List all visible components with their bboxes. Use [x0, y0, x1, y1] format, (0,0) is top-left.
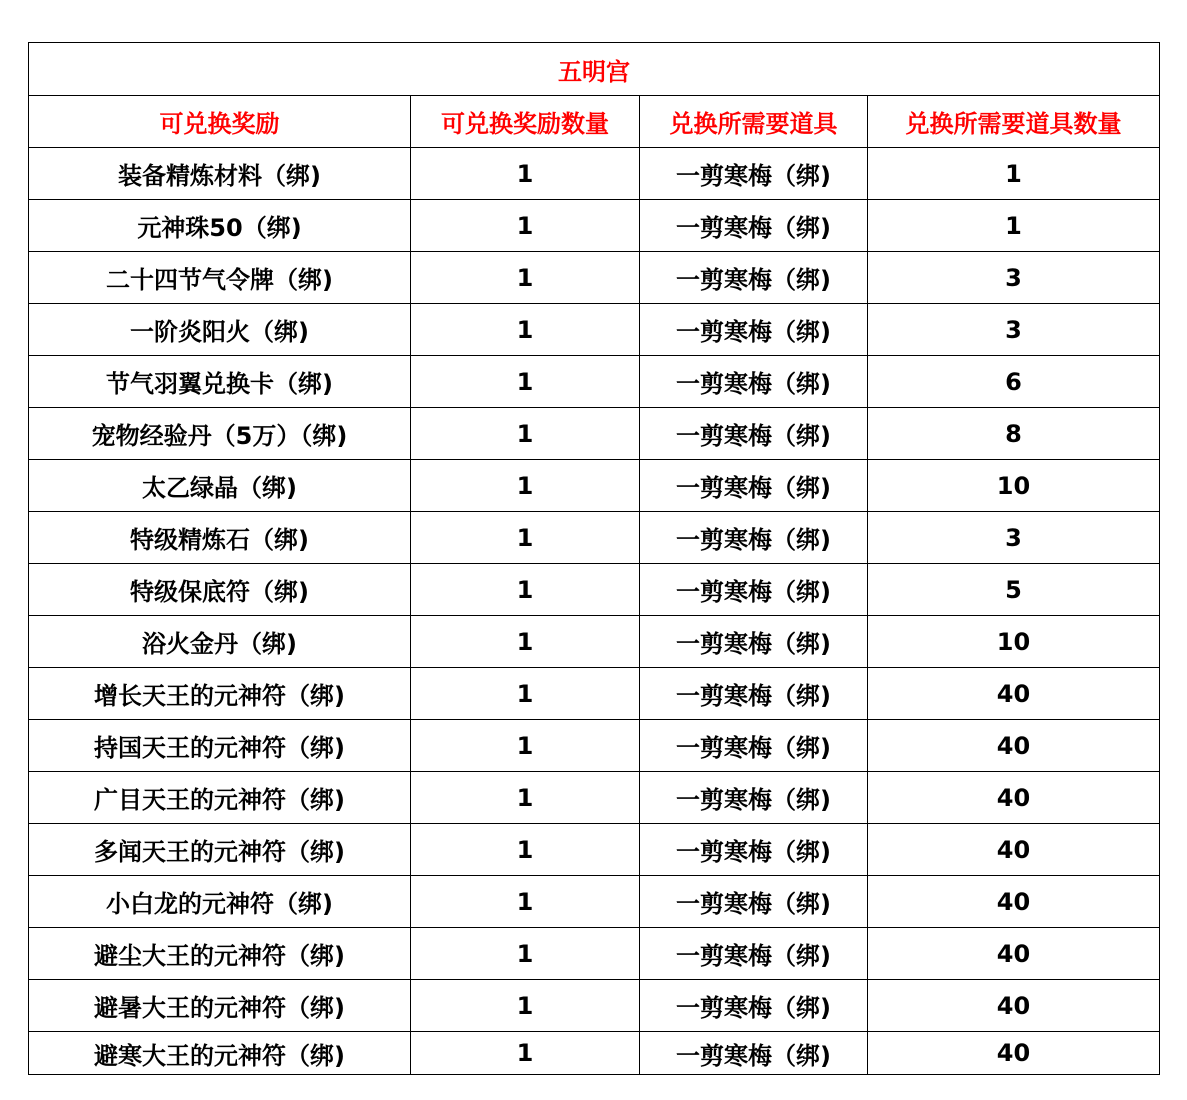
cell-reward-qty: 1: [411, 876, 640, 928]
cell-required-qty: 3: [868, 252, 1160, 304]
cell-reward-qty: 1: [411, 824, 640, 876]
table-title: 五明宫: [29, 43, 1160, 96]
cell-required-qty: 5: [868, 564, 1160, 616]
cell-required-item: 一剪寒梅（绑): [640, 252, 868, 304]
cell-required-qty: 3: [868, 512, 1160, 564]
table-row: [29, 148, 1160, 200]
cell-required-qty: 8: [868, 408, 1160, 460]
cell-reward: 持国天王的元神符（绑): [29, 720, 411, 772]
cell-reward: 装备精炼材料（绑): [29, 148, 411, 200]
table-row: [29, 1032, 1160, 1075]
cell-reward: 特级保底符（绑): [29, 564, 411, 616]
cell-required-item: 一剪寒梅（绑): [640, 304, 868, 356]
cell-required-qty: 10: [868, 460, 1160, 512]
cell-required-item: 一剪寒梅（绑): [640, 356, 868, 408]
cell-required-item: 一剪寒梅（绑): [640, 564, 868, 616]
cell-reward-qty: 1: [411, 460, 640, 512]
table-header-row: [29, 96, 1160, 148]
cell-reward: 避暑大王的元神符（绑): [29, 980, 411, 1032]
cell-reward: 元神珠50（绑): [29, 200, 411, 252]
cell-required-item: 一剪寒梅（绑): [640, 200, 868, 252]
table-row: [29, 980, 1160, 1032]
table-row: [29, 720, 1160, 772]
cell-required-item: 一剪寒梅（绑): [640, 980, 868, 1032]
cell-required-item: 一剪寒梅（绑): [640, 824, 868, 876]
cell-required-qty: 40: [868, 980, 1160, 1032]
cell-reward-qty: 1: [411, 928, 640, 980]
cell-reward: 避寒大王的元神符（绑): [29, 1032, 411, 1075]
table-title-row: [29, 43, 1160, 96]
cell-reward-qty: 1: [411, 512, 640, 564]
cell-reward-qty: 1: [411, 148, 640, 200]
cell-required-item: 一剪寒梅（绑): [640, 772, 868, 824]
table-row: [29, 824, 1160, 876]
table-row: [29, 928, 1160, 980]
cell-required-item: 一剪寒梅（绑): [640, 876, 868, 928]
cell-reward-qty: 1: [411, 1032, 640, 1075]
table-row: [29, 252, 1160, 304]
table-row: [29, 772, 1160, 824]
cell-required-qty: 40: [868, 1032, 1160, 1075]
cell-reward: 太乙绿晶（绑): [29, 460, 411, 512]
cell-required-qty: 1: [868, 148, 1160, 200]
cell-reward: 广目天王的元神符（绑): [29, 772, 411, 824]
cell-reward-qty: 1: [411, 252, 640, 304]
table-row: [29, 668, 1160, 720]
cell-required-qty: 40: [868, 720, 1160, 772]
cell-reward: 一阶炎阳火（绑): [29, 304, 411, 356]
table-row: [29, 304, 1160, 356]
column-header-reward: 可兑换奖励: [29, 96, 411, 148]
cell-required-item: 一剪寒梅（绑): [640, 408, 868, 460]
cell-required-item: 一剪寒梅（绑): [640, 512, 868, 564]
cell-required-qty: 40: [868, 928, 1160, 980]
cell-required-item: 一剪寒梅（绑): [640, 460, 868, 512]
cell-required-qty: 40: [868, 824, 1160, 876]
table-body: [29, 148, 1160, 1075]
table-row: [29, 200, 1160, 252]
cell-reward-qty: 1: [411, 980, 640, 1032]
cell-required-qty: 6: [868, 356, 1160, 408]
cell-required-qty: 40: [868, 668, 1160, 720]
cell-reward-qty: 1: [411, 564, 640, 616]
column-header-required-item: 兑换所需要道具: [640, 96, 868, 148]
cell-reward: 特级精炼石（绑): [29, 512, 411, 564]
table-row: [29, 408, 1160, 460]
cell-reward: 宠物经验丹（5万）（绑): [29, 408, 411, 460]
cell-required-qty: 40: [868, 772, 1160, 824]
cell-required-item: 一剪寒梅（绑): [640, 616, 868, 668]
cell-reward: 增长天王的元神符（绑): [29, 668, 411, 720]
table-row: [29, 460, 1160, 512]
cell-reward: 小白龙的元神符（绑): [29, 876, 411, 928]
cell-required-item: 一剪寒梅（绑): [640, 720, 868, 772]
cell-reward: 浴火金丹（绑): [29, 616, 411, 668]
table-row: [29, 616, 1160, 668]
table-row: [29, 356, 1160, 408]
cell-reward-qty: 1: [411, 408, 640, 460]
cell-reward: 避尘大王的元神符（绑): [29, 928, 411, 980]
column-header-required-qty: 兑换所需要道具数量: [868, 96, 1160, 148]
cell-reward: 节气羽翼兑换卡（绑): [29, 356, 411, 408]
cell-reward: 多闻天王的元神符（绑): [29, 824, 411, 876]
table-row: [29, 512, 1160, 564]
cell-reward-qty: 1: [411, 772, 640, 824]
cell-required-qty: 3: [868, 304, 1160, 356]
cell-required-item: 一剪寒梅（绑): [640, 928, 868, 980]
cell-reward-qty: 1: [411, 616, 640, 668]
cell-required-item: 一剪寒梅（绑): [640, 1032, 868, 1075]
cell-reward-qty: 1: [411, 668, 640, 720]
cell-required-qty: 1: [868, 200, 1160, 252]
cell-required-qty: 40: [868, 876, 1160, 928]
table-row: [29, 876, 1160, 928]
cell-reward-qty: 1: [411, 356, 640, 408]
cell-reward-qty: 1: [411, 720, 640, 772]
exchange-table: [28, 42, 1160, 1075]
cell-required-qty: 10: [868, 616, 1160, 668]
cell-reward: 二十四节气令牌（绑): [29, 252, 411, 304]
cell-required-item: 一剪寒梅（绑): [640, 148, 868, 200]
cell-required-item: 一剪寒梅（绑): [640, 668, 868, 720]
cell-reward-qty: 1: [411, 304, 640, 356]
column-header-reward-qty: 可兑换奖励数量: [411, 96, 640, 148]
table-row: [29, 564, 1160, 616]
cell-reward-qty: 1: [411, 200, 640, 252]
